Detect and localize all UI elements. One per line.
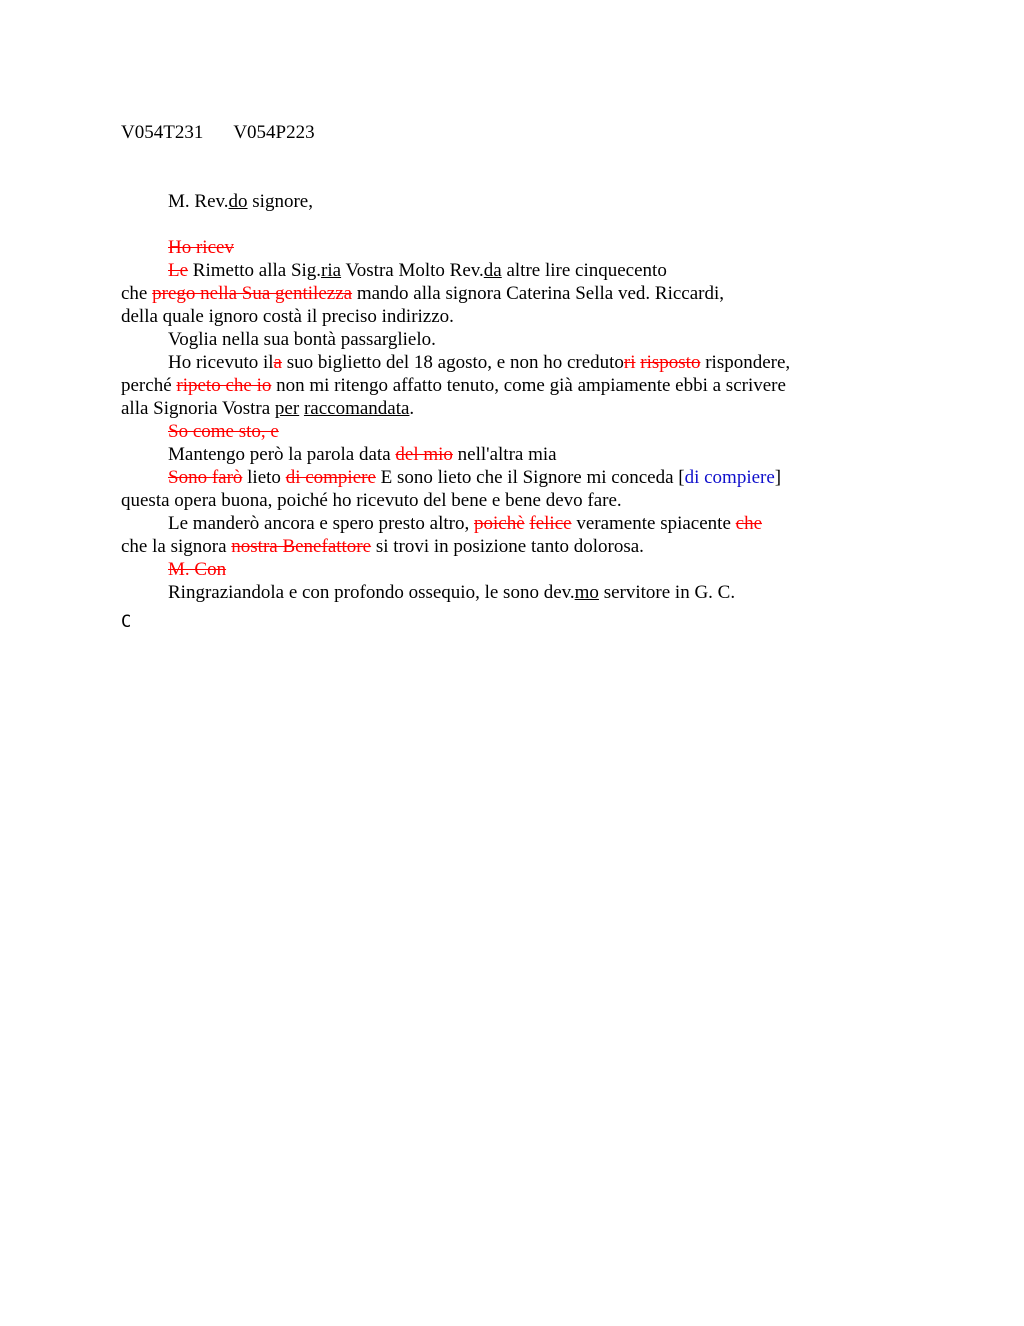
underlined-text: mo [574,582,599,603]
text-line-10 [121,443,861,466]
footer-mark: C [121,612,132,632]
blank-line [121,213,861,236]
text-line-11 [121,466,861,489]
text-run: che la signora [121,536,232,557]
underlined-text: raccomandata [303,398,410,419]
text-run: Ho ricevuto il [168,352,274,373]
deleted-text: a [273,352,282,373]
deleted-text: del mio [395,444,453,465]
text-run: perché [121,375,177,396]
text-line-14 [121,535,861,558]
deleted-text: Sono farò [168,467,243,488]
text-run: Voglia nella sua bontà passarglielo. [168,329,436,350]
text-run: lieto [242,467,286,488]
text-run: Mantengo però la parola data [168,444,396,465]
deleted-text: Le [168,260,189,281]
added-text: di compiere [684,467,775,488]
text-run: servitore in G. C. [598,582,736,603]
text-run: alla Signoria Vostra [121,398,275,419]
deleted-text: M. Con [168,559,227,580]
text-run: altre lire cinquecento [501,260,667,281]
text-run: Rimetto alla Sig. [188,260,322,281]
deleted-text: So come sto, e [168,421,279,442]
deleted-text: felice [529,513,572,534]
text-run: della quale ignoro costà il preciso indirizzo. [121,306,454,327]
deleted-text: ripeto che io [176,375,272,396]
text-run: . [409,398,415,419]
underlined-text: per [274,398,300,419]
deleted-text: nostra Benefattore [231,536,372,557]
closing-line [121,581,861,604]
text-line-9 [121,420,861,443]
letter-body [121,190,861,604]
text-run: E sono lieto che il Signore mi conceda [ [375,467,685,488]
salutation-underlined: do [228,191,248,212]
deleted-text: prego nella Sua gentilezza [152,283,353,304]
text-line-6 [121,351,861,374]
header-code-p: V054P223 [233,122,315,143]
text-run: mando alla signora Caterina Sella ved. Riccardi, [352,283,725,304]
underlined-text: ria [321,260,342,281]
text-run: Le manderò ancora e spero presto altro, [168,513,474,534]
deleted-text: Ho ricev [168,237,234,258]
header-code-t: V054T231 [121,122,204,143]
deleted-text: che [735,513,763,534]
text-run: Vostra Molto Rev. [341,260,484,281]
text-run: rispondere, [700,352,791,373]
salutation-tail: signore, [247,191,313,212]
underlined-text: da [483,260,502,281]
text-line-15 [121,558,861,581]
text-line-13 [121,512,861,535]
text-line-5 [121,328,861,351]
text-line-7 [121,374,861,397]
text-run: questa opera buona, poiché ho ricevuto del bene e bene devo fare. [121,490,622,511]
salutation-text: M. Rev. [168,191,229,212]
text-run: nell'altra mia [452,444,557,465]
text-line-8 [121,397,861,420]
deleted-text: risposto [640,352,701,373]
text-line-12 [121,489,861,512]
text-line-1 [121,236,861,259]
text-run: ] [774,467,782,488]
text-line-2 [121,259,861,282]
deleted-text: di compiere [285,467,376,488]
text-run: veramente spiacente [571,513,736,534]
document-header [121,121,315,144]
text-run: si trovi in posizione tanto dolorosa. [371,536,644,557]
salutation-line [121,190,861,213]
text-run: Ringraziandola e con profondo ossequio, le sono dev. [168,582,575,603]
text-line-4 [121,305,861,328]
text-run: suo biglietto del 18 agosto, e non ho creduto [281,352,624,373]
text-line-3 [121,282,861,305]
text-run: che [121,283,153,304]
deleted-text: poichè [473,513,525,534]
text-run: non mi ritengo affatto tenuto, come già ampiamente ebbi a scrivere [271,375,786,396]
deleted-text: ri [623,352,636,373]
